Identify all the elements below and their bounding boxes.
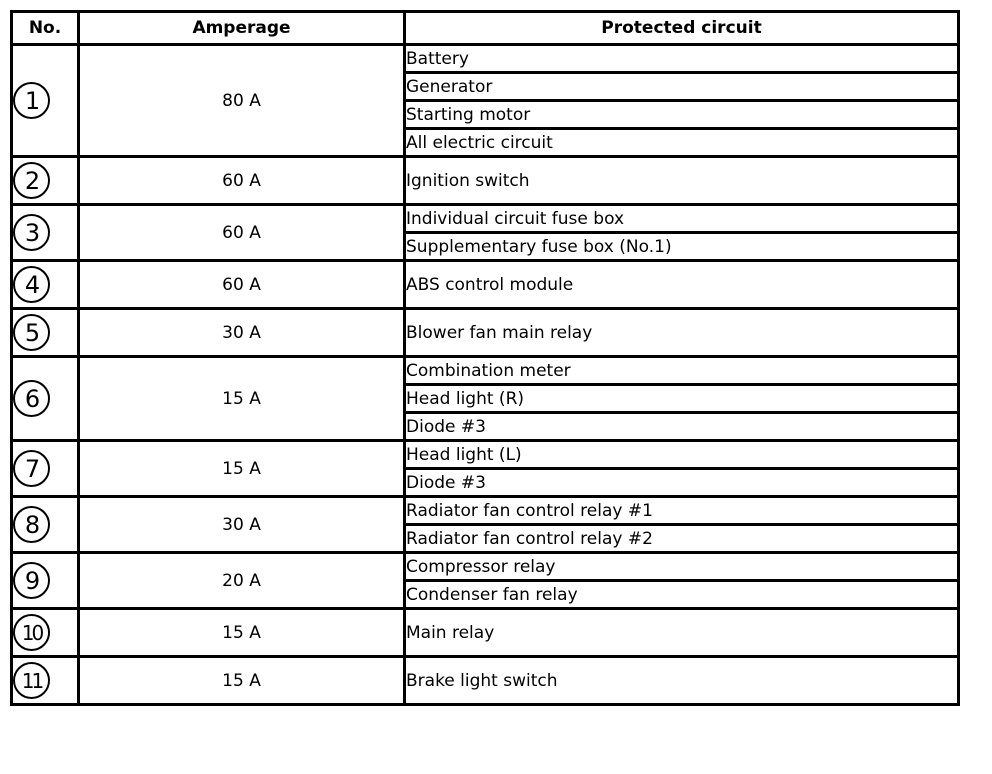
fuse-number-cell — [12, 441, 79, 497]
amperage-cell: 80 A — [79, 45, 405, 157]
table-row — [12, 357, 959, 385]
table-row — [12, 553, 959, 581]
fuse-number-cell — [12, 357, 79, 441]
protected-circuit-cell: Diode #3 — [405, 413, 959, 441]
protected-circuit-cell: Radiator fan control relay #1 — [405, 497, 959, 525]
protected-circuit-cell: Main relay — [405, 609, 959, 657]
table-row — [12, 157, 959, 205]
amperage-cell: 30 A — [79, 497, 405, 553]
fuse-number-cell — [12, 657, 79, 705]
circled-number-badge: 2 — [13, 162, 50, 199]
header-no: No. — [12, 12, 79, 45]
amperage-cell: 15 A — [79, 657, 405, 705]
protected-circuit-cell: Head light (L) — [405, 441, 959, 469]
circled-number-badge: 5 — [13, 314, 50, 351]
protected-circuit-cell: All electric circuit — [405, 129, 959, 157]
fuse-number-cell — [12, 157, 79, 205]
circled-number-badge: 3 — [13, 214, 50, 251]
amperage-cell: 30 A — [79, 309, 405, 357]
protected-circuit-cell: Blower fan main relay — [405, 309, 959, 357]
table-row — [12, 205, 959, 233]
circled-number-badge: 1 — [13, 82, 50, 119]
protected-circuit-cell: Radiator fan control relay #2 — [405, 525, 959, 553]
table-header-row — [12, 12, 959, 45]
protected-circuit-cell: Starting motor — [405, 101, 959, 129]
amperage-cell: 15 A — [79, 609, 405, 657]
protected-circuit-cell: Generator — [405, 73, 959, 101]
amperage-cell: 60 A — [79, 157, 405, 205]
circled-number-badge: 9 — [13, 562, 50, 599]
fuse-table — [10, 10, 960, 706]
protected-circuit-cell: ABS control module — [405, 261, 959, 309]
protected-circuit-cell: Diode #3 — [405, 469, 959, 497]
circled-number-badge: 8 — [13, 506, 50, 543]
table-row — [12, 441, 959, 469]
fuse-number-cell — [12, 45, 79, 157]
circled-number-badge: 10 — [13, 614, 50, 651]
fuse-number-cell — [12, 609, 79, 657]
table-body — [12, 45, 959, 705]
table-row — [12, 309, 959, 357]
table-row — [12, 497, 959, 525]
table-row — [12, 609, 959, 657]
fuse-number-cell — [12, 205, 79, 261]
protected-circuit-cell: Ignition switch — [405, 157, 959, 205]
protected-circuit-cell: Head light (R) — [405, 385, 959, 413]
protected-circuit-cell: Compressor relay — [405, 553, 959, 581]
circled-number-badge: 11 — [13, 662, 50, 699]
protected-circuit-cell: Battery — [405, 45, 959, 73]
table-row — [12, 657, 959, 705]
amperage-cell: 60 A — [79, 205, 405, 261]
header-amperage: Amperage — [79, 12, 405, 45]
fuse-number-cell — [12, 261, 79, 309]
protected-circuit-cell: Individual circuit fuse box — [405, 205, 959, 233]
circled-number-badge: 4 — [13, 266, 50, 303]
protected-circuit-cell: Brake light switch — [405, 657, 959, 705]
fuse-number-cell — [12, 553, 79, 609]
protected-circuit-cell: Combination meter — [405, 357, 959, 385]
amperage-cell: 15 A — [79, 441, 405, 497]
protected-circuit-cell: Condenser fan relay — [405, 581, 959, 609]
fuse-number-cell — [12, 309, 79, 357]
protected-circuit-cell: Supplementary fuse box (No.1) — [405, 233, 959, 261]
amperage-cell: 15 A — [79, 357, 405, 441]
circled-number-badge: 7 — [13, 450, 50, 487]
amperage-cell: 60 A — [79, 261, 405, 309]
circled-number-badge: 6 — [13, 380, 50, 417]
fuse-number-cell — [12, 497, 79, 553]
table-row — [12, 45, 959, 73]
amperage-cell: 20 A — [79, 553, 405, 609]
table-row — [12, 261, 959, 309]
header-protected-circuit: Protected circuit — [405, 12, 959, 45]
